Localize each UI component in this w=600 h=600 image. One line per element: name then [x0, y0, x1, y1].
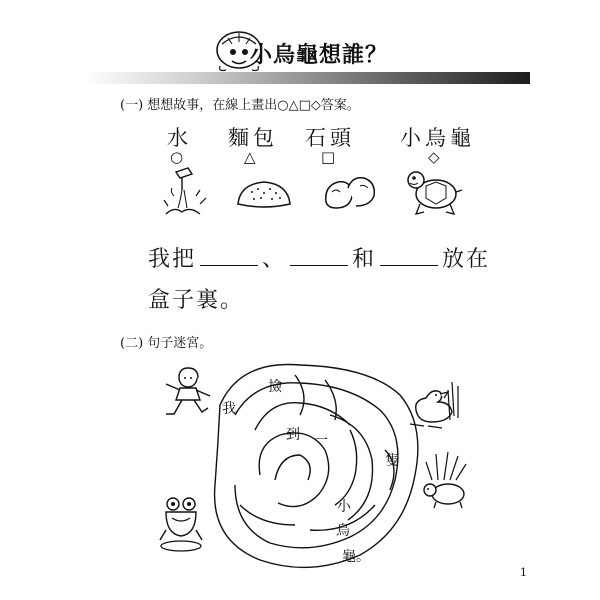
- frog-icon: [158, 494, 204, 556]
- word-turtle: 小烏龜: [400, 126, 475, 150]
- title-bar: [84, 72, 530, 84]
- sentence-line2: 盒子裏。: [148, 288, 245, 313]
- girl-icon: [158, 366, 216, 420]
- page-number: 1: [520, 566, 527, 579]
- sentence-part1: 我把: [148, 247, 197, 272]
- maze-char-xiao: 小: [337, 499, 351, 515]
- maze-char-wo: 我: [222, 401, 236, 417]
- word-stones: 石頭: [305, 126, 355, 150]
- answer-blank-3[interactable]: [380, 264, 438, 266]
- page-title: 小烏龜想誰？: [250, 43, 389, 68]
- fill-in-sentence: [148, 242, 490, 273]
- maze-char-dao: 到: [286, 427, 300, 443]
- answer-blank-1[interactable]: [200, 264, 258, 266]
- shape-circle: ○: [170, 148, 184, 166]
- shape-square: □: [321, 148, 336, 166]
- maze-char-wu: 烏: [336, 523, 350, 539]
- duck-icon: [404, 376, 464, 432]
- sentence-sep2: 和: [352, 247, 377, 272]
- maze-char-jian: 撿: [268, 379, 282, 395]
- section1-instruction: (一) 想想故事，在線上畫出○△□◇答案。: [120, 98, 360, 113]
- turtle-icon: [404, 164, 464, 218]
- section2-instruction: (二) 句子迷宮。: [120, 336, 213, 351]
- turtle-icon: [418, 450, 474, 510]
- sentence-sep1: 、: [262, 247, 287, 272]
- water-faucet-icon: [160, 166, 212, 220]
- answer-blank-2[interactable]: [290, 264, 348, 266]
- word-water: 水: [167, 126, 192, 150]
- maze-char-gui: 龜。: [342, 549, 370, 565]
- stones-icon: [322, 170, 378, 212]
- sentence-end: 放在: [442, 247, 491, 272]
- word-bread: 麵包: [228, 126, 278, 150]
- maze-char-zhi: 隻: [385, 453, 399, 469]
- shape-diamond: ◇: [428, 148, 440, 166]
- bread-icon: [234, 172, 294, 212]
- maze-char-yi: 一: [314, 433, 328, 449]
- shape-triangle: △: [244, 148, 256, 166]
